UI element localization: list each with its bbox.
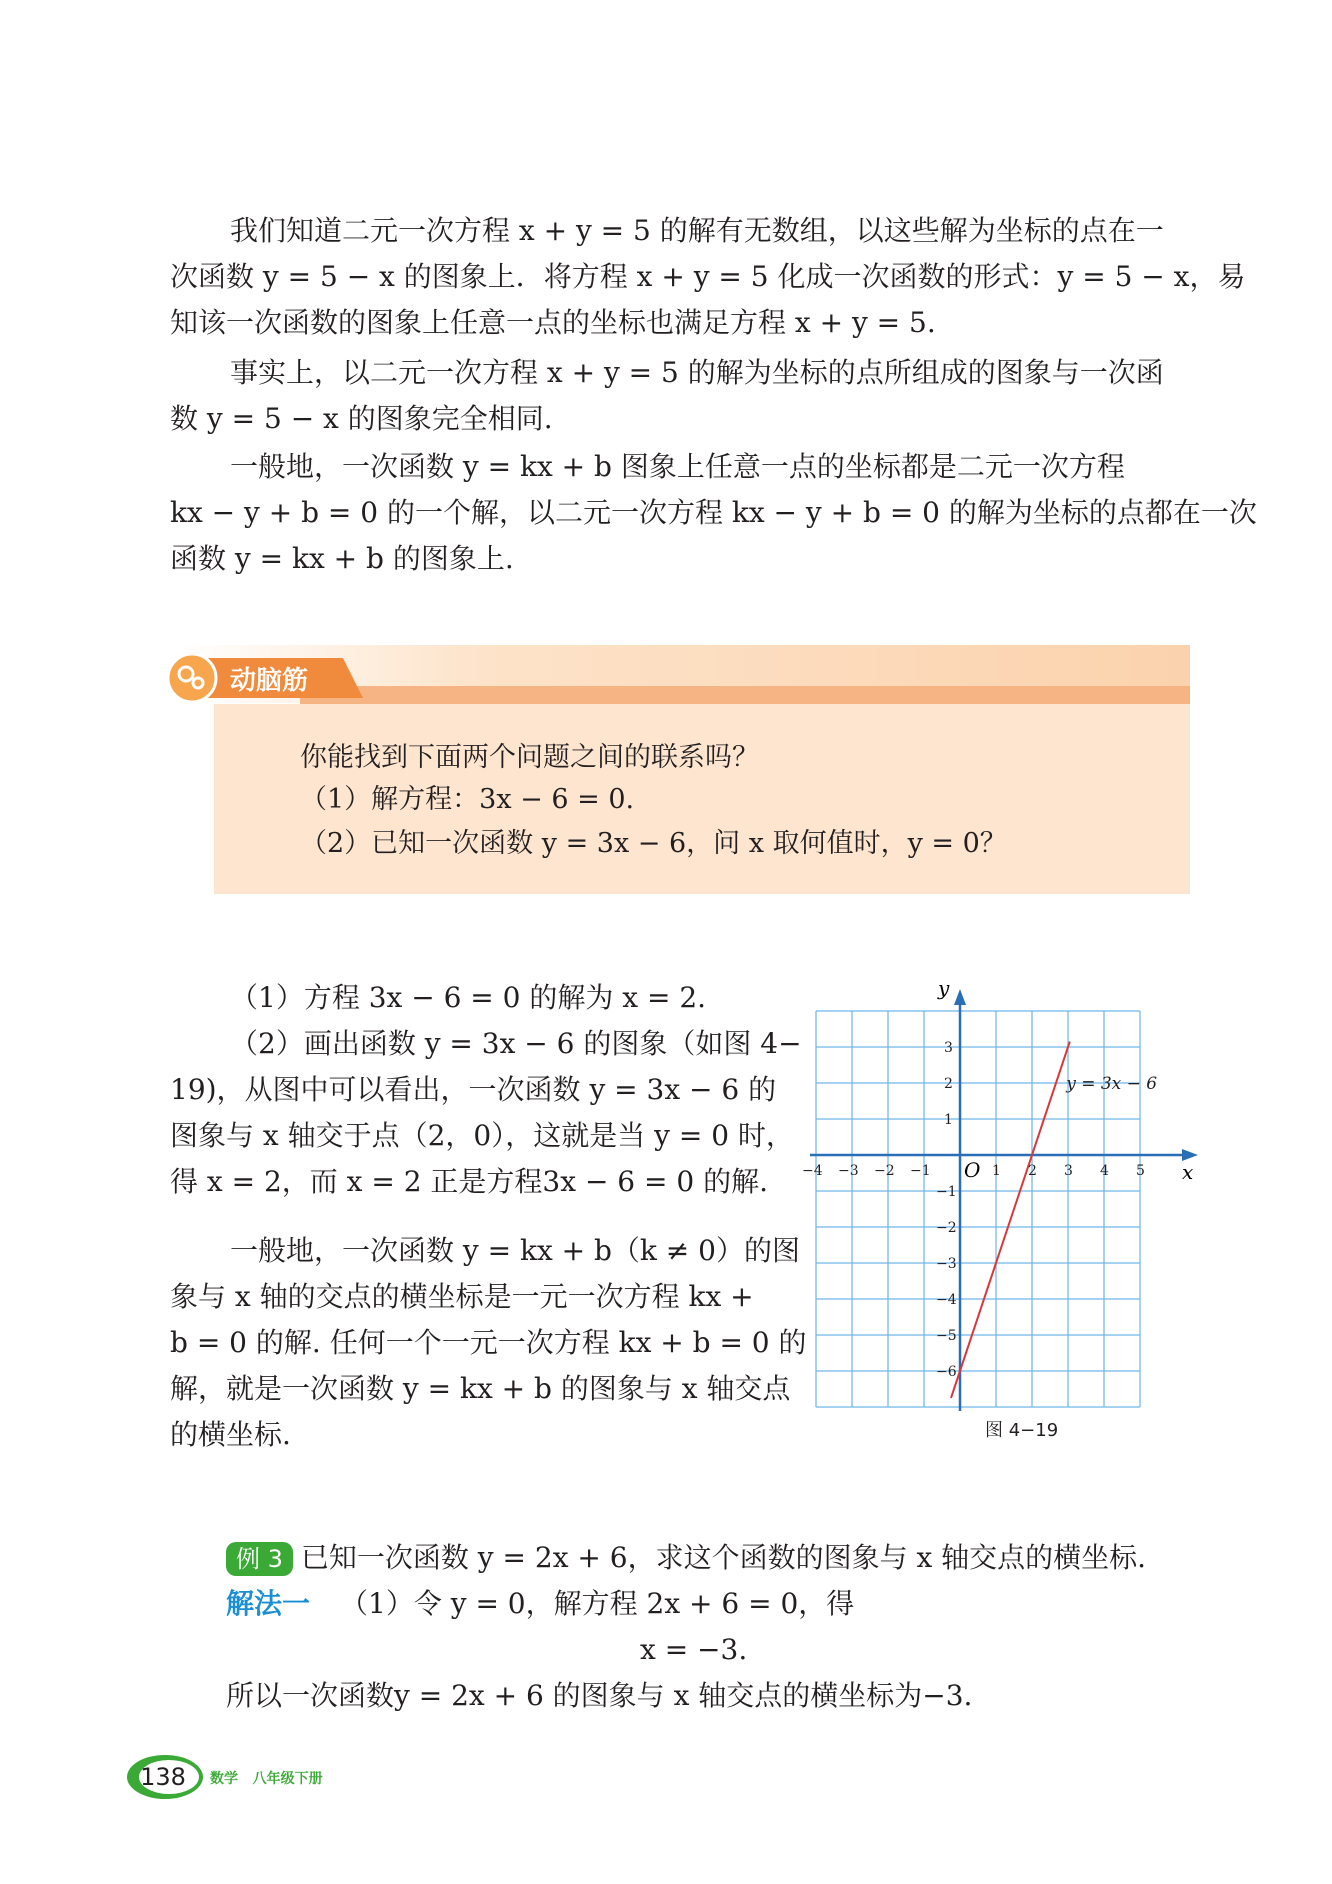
x-tick-label: 2 — [1028, 1163, 1037, 1179]
figure-caption: 图 4−19 — [985, 1420, 1059, 1441]
footer-book: 八年级下册 — [252, 1771, 323, 1787]
y-tick-label: −5 — [936, 1328, 957, 1344]
solution-step: （1）令 y = 0，解方程 2x + 6 = 0，得 — [340, 1587, 855, 1620]
text-line: 我们知道二元一次方程 x + y = 5 的解有无数组，以这些解为坐标的点在一 — [230, 214, 1164, 247]
text-line: 事实上，以二元一次方程 x + y = 5 的解为坐标的点所组成的图象与一次函 — [230, 356, 1164, 389]
text-line: 次函数 y = 5 − x 的图象上．将方程 x + y = 5 化成一次函数的形式：y = 5 − x，易 — [170, 260, 1246, 293]
y-tick-label: −4 — [936, 1292, 957, 1308]
solution-result: x = −3. — [640, 1633, 748, 1666]
text-line: 知该一次函数的图象上任意一点的坐标也满足方程 x + y = 5. — [170, 306, 936, 339]
text-line: 的横坐标. — [170, 1418, 291, 1451]
text-line: 数 y = 5 − x 的图象完全相同. — [170, 402, 553, 435]
text-line: 得 x = 2，而 x = 2 正是方程3x − 6 = 0 的解. — [170, 1165, 768, 1198]
example-3 — [170, 1535, 1190, 1719]
y-axis-label: y — [938, 976, 950, 1000]
text-line: b = 0 的解. 任何一个一元一次方程 kx + b = 0 的 — [170, 1326, 807, 1359]
footer-subject: 数学 — [210, 1771, 238, 1787]
solution-label: 解法一 — [226, 1587, 311, 1620]
think-box-stripe — [300, 686, 1190, 704]
x-axis-label: x — [1182, 1160, 1194, 1184]
function-graph — [802, 960, 1200, 1400]
solution-conclusion: 所以一次函数y = 2x + 6 的图象与 x 轴交点的横坐标为−3. — [226, 1679, 973, 1712]
y-tick-label: 1 — [944, 1112, 953, 1128]
intro-paragraph-1 — [170, 208, 1246, 346]
y-axis-arrow — [954, 989, 966, 1005]
y-tick-label: 2 — [944, 1076, 953, 1092]
origin-label: O — [964, 1158, 981, 1182]
y-tick-label: −6 — [936, 1364, 957, 1380]
think-badge-label: 动脑筋 — [230, 666, 309, 696]
intro-paragraph-3 — [170, 444, 1257, 582]
think-item-2: （2）已知一次函数 y = 3x − 6，问 x 取何值时，y = 0？ — [300, 828, 1007, 859]
y-tick-label: −3 — [936, 1256, 957, 1272]
think-question: 你能找到下面两个问题之间的联系吗？ — [300, 742, 759, 773]
function-line — [951, 1042, 1070, 1398]
x-tick-label: −4 — [802, 1163, 823, 1179]
text-line: kx − y + b = 0 的一个解，以二元一次方程 kx − y + b = 0 的解为坐标的点都在一次 — [170, 496, 1257, 529]
y-tick-label: 3 — [944, 1040, 953, 1056]
page-number: 138 — [140, 1763, 186, 1791]
text-line: （2）画出函数 y = 3x − 6 的图象（如图 4− — [230, 1027, 802, 1060]
text-line: 图象与 x 轴交于点（2，0），这就是当 y = 0 时， — [170, 1119, 794, 1152]
think-item-1: （1）解方程：3x − 6 = 0. — [300, 784, 635, 815]
text-line: 19)，从图中可以看出，一次函数 y = 3x − 6 的 — [170, 1073, 777, 1106]
solution-line — [170, 1581, 1190, 1627]
text-line: （1）方程 3x − 6 = 0 的解为 x = 2. — [230, 981, 707, 1014]
text-line: 函数 y = kx + b 的图象上. — [170, 542, 514, 575]
x-tick-label: 3 — [1064, 1163, 1073, 1179]
x-tick-label: −2 — [874, 1163, 895, 1179]
x-tick-label: 5 — [1136, 1163, 1145, 1179]
intro-paragraph-2 — [170, 350, 1190, 442]
footer-book-info — [210, 1768, 323, 1788]
example-statement — [170, 1535, 1190, 1581]
text-line: 一般地，一次函数 y = kx + b 图象上任意一点的坐标都是二元一次方程 — [230, 450, 1125, 483]
example-text: 已知一次函数 y = 2x + 6，求这个函数的图象与 x 轴交点的横坐标. — [300, 1541, 1147, 1574]
graph-grid — [816, 1011, 1140, 1407]
think-badge — [168, 650, 368, 706]
example-badge: 例 3 — [226, 1542, 293, 1576]
y-tick-label: −1 — [936, 1184, 957, 1200]
x-tick-label: 1 — [992, 1163, 1001, 1179]
x-tick-label: −1 — [910, 1163, 931, 1179]
general-paragraph — [170, 1228, 807, 1458]
text-line: 象与 x 轴的交点的横坐标是一元一次方程 kx + — [170, 1280, 754, 1313]
y-tick-label: −2 — [936, 1220, 957, 1236]
x-tick-label: 4 — [1100, 1163, 1109, 1179]
answer-paragraph — [170, 975, 802, 1205]
text-line: 一般地，一次函数 y = kx + b（k ≠ 0）的图 — [230, 1234, 800, 1267]
x-tick-label: −3 — [838, 1163, 859, 1179]
text-line: 解，就是一次函数 y = kx + b 的图象与 x 轴交点 — [170, 1372, 791, 1405]
function-line-label: y = 3x − 6 — [1066, 1074, 1158, 1094]
